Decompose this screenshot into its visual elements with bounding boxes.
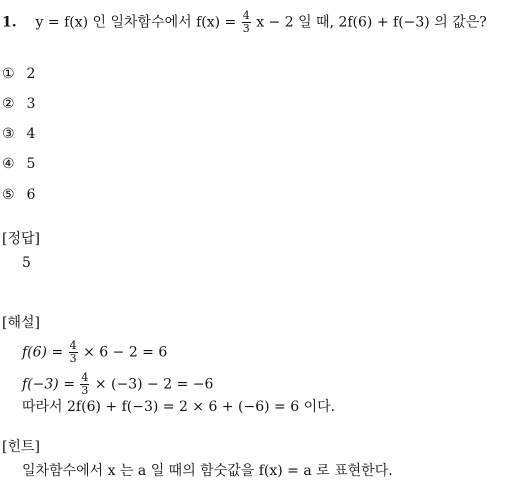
explanation-line-1-pre: f(6) =	[22, 344, 64, 361]
choice-4[interactable]	[2, 155, 35, 173]
explanation-fraction-2	[80, 372, 89, 397]
choice-2[interactable]	[2, 95, 35, 113]
choice-3[interactable]	[2, 125, 35, 143]
choice-value: 6	[26, 187, 36, 203]
choice-marker: ③	[2, 126, 15, 142]
choice-value: 4	[26, 126, 36, 142]
fraction-denominator: 3	[69, 352, 77, 365]
explanation-fraction-1	[69, 340, 78, 365]
hint-text: 일차함수에서 x 는 a 일 때의 함숫값을 f(x) = a 로 표현한다.	[22, 463, 393, 479]
fraction-numerator: 4	[81, 371, 89, 384]
hint-label: [힌트]	[2, 439, 40, 455]
fraction-denominator: 3	[81, 384, 89, 397]
fraction-numerator: 4	[69, 339, 77, 352]
fraction-numerator: 4	[242, 9, 250, 22]
choice-marker: ④	[2, 156, 15, 172]
choice-marker: ⑤	[2, 187, 15, 203]
explanation-line-2	[22, 372, 213, 397]
question-text-pre: y = f(x) 인 일차함수에서 f(x) =	[35, 14, 237, 31]
answer-value: 5	[22, 255, 31, 271]
choice-value: 3	[26, 96, 36, 112]
choice-value: 5	[26, 156, 36, 172]
explanation-line-1	[22, 340, 167, 365]
fraction-denominator: 3	[242, 22, 250, 35]
explanation-line-2-pre: f(−3) =	[22, 376, 75, 393]
choice-1[interactable]	[2, 65, 35, 83]
question-text-post: x − 2 일 때, 2f(6) + f(−3) 의 값은?	[256, 14, 487, 31]
explanation-line-2-post: × (−3) − 2 = −6	[94, 376, 214, 393]
choice-marker: ①	[2, 66, 15, 82]
answer-label: [정답]	[2, 231, 40, 247]
question-line	[2, 10, 487, 35]
explanation-label: [해설]	[2, 315, 40, 331]
explanation-line-3: 따라서 2f(6) + f(−3) = 2 × 6 + (−6) = 6 이다.	[22, 399, 336, 415]
question-fraction	[242, 10, 251, 35]
choice-5[interactable]	[2, 186, 35, 204]
explanation-line-1-post: × 6 − 2 = 6	[83, 344, 168, 361]
choice-value: 2	[26, 66, 36, 82]
choice-marker: ②	[2, 96, 15, 112]
question-number: 1.	[2, 14, 17, 31]
